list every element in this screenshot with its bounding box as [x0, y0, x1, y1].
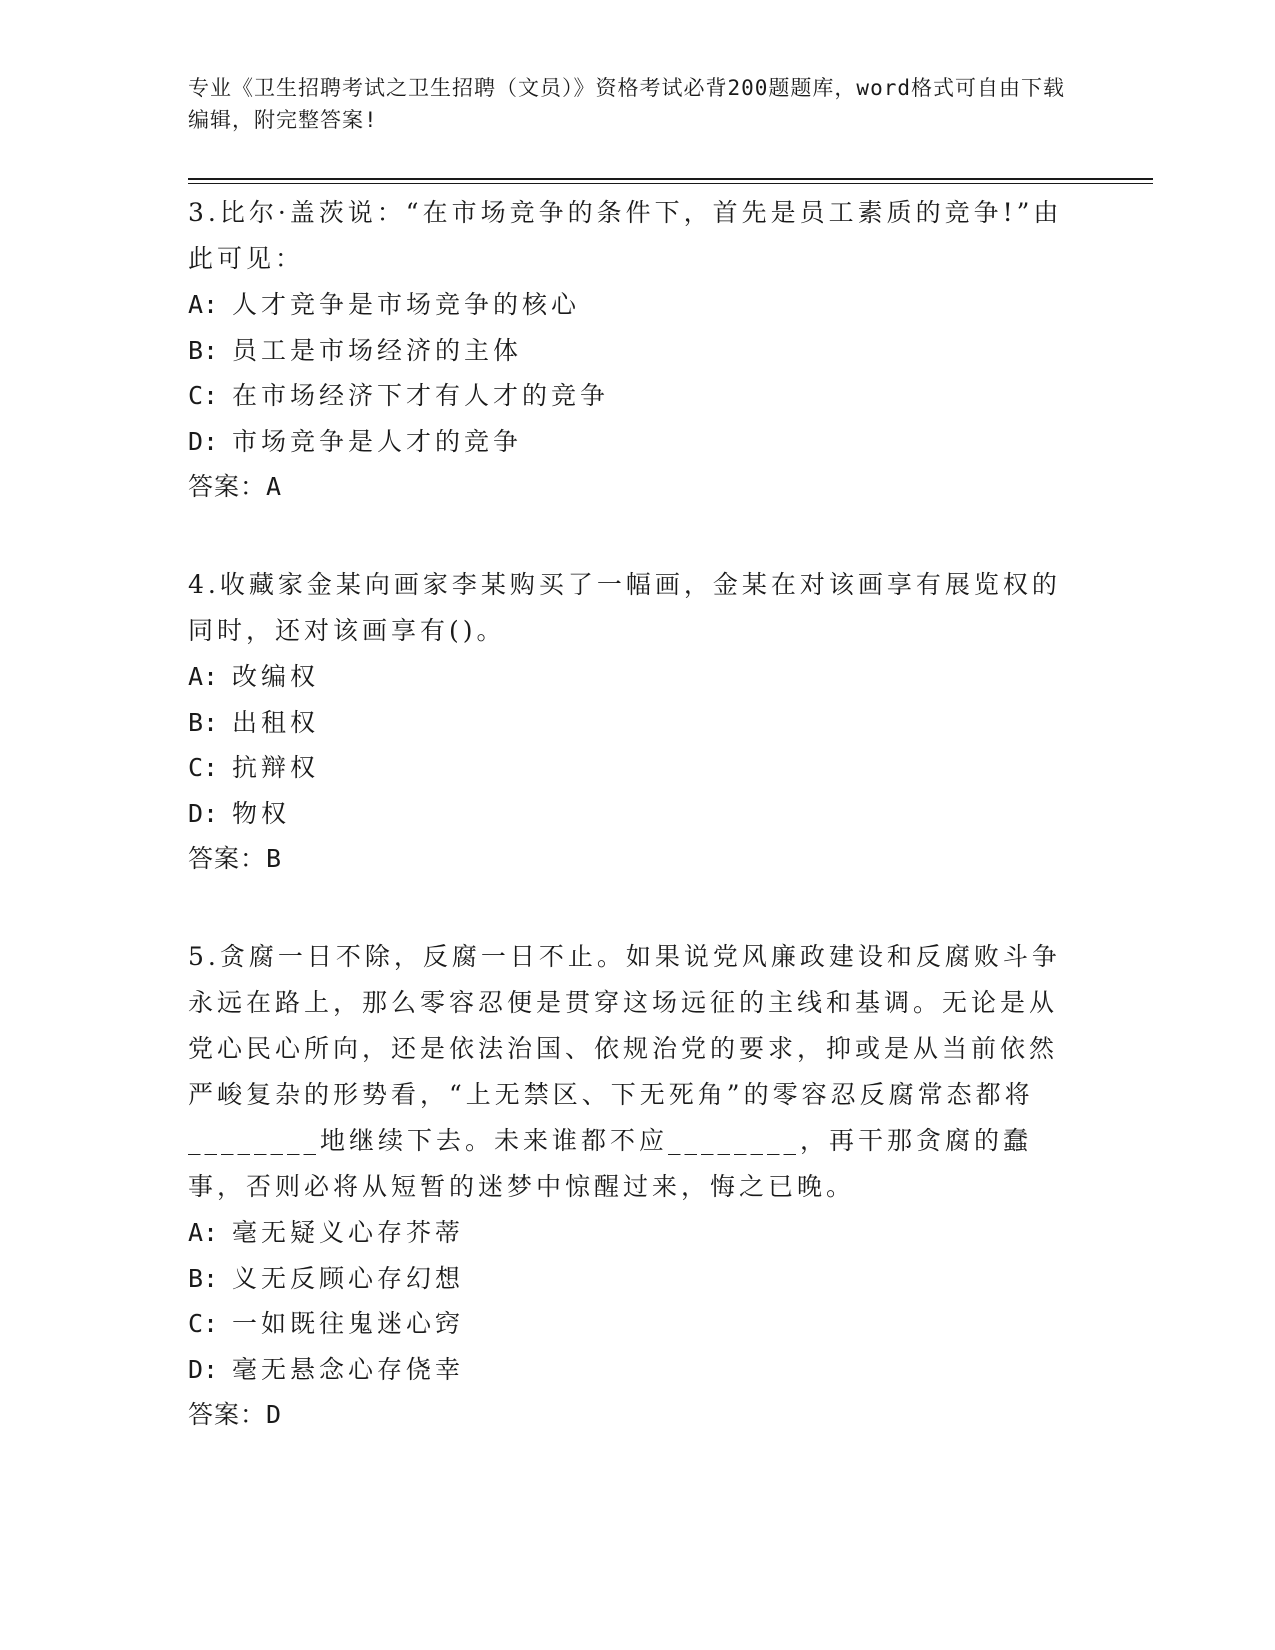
option-c [188, 373, 1068, 419]
option-d [188, 1347, 1068, 1393]
answer-label: 答案： [188, 472, 267, 501]
option-text: 物权 [232, 798, 291, 828]
option-key: A: [188, 662, 219, 691]
option-text: 人才竞争是市场竞争的核心 [232, 290, 581, 319]
option-text: 义无反顾心存幻想 [232, 1263, 465, 1293]
question-list [188, 190, 1068, 1490]
option-key: C: [188, 1309, 219, 1338]
option-text: 抗辩权 [232, 753, 320, 782]
option-text: 在市场经济下才有人才的竞争 [232, 381, 610, 410]
answer-label: 答案： [188, 1400, 267, 1429]
answer-line [188, 836, 1068, 882]
option-key: D: [188, 1354, 219, 1384]
option-text: 出租权 [232, 707, 320, 737]
question-stem: 3.比尔·盖茨说：“在市场竞争的条件下，首先是员工素质的竞争!”由此可见： [188, 198, 1063, 273]
question-4 [188, 562, 1068, 882]
answer-label: 答案： [188, 844, 267, 873]
option-key: C: [188, 381, 219, 410]
answer-value: B [266, 844, 283, 873]
question-stem: 5.贪腐一日不除，反腐一日不止。如果说党风廉政建设和反腐败斗争永远在路上，那么零容忍便是贯穿这场远征的主线和基调。无论是从党心民心所向，还是依法治国、依规治党的要求，抑或是从当前依然严峻复杂的形势看，“上无禁区、下无死角”的零容忍反腐常态都将________地继续下去。未来谁都不应________，再干那贪腐的蠢事，否则必将从短暂的迷梦中惊醒过来，悔之已晚。 [188, 942, 1061, 1201]
option-text: 一如既往鬼迷心窍 [232, 1309, 465, 1338]
document-header: 专业《卫生招聘考试之卫生招聘（文员）》资格考试必背200题题库，word格式可自由下载编辑，附完整答案! [188, 76, 1065, 132]
question-3 [188, 190, 1068, 510]
option-key: D: [188, 798, 219, 828]
option-text: 毫无悬念心存侥幸 [232, 1354, 465, 1384]
option-key: B: [188, 335, 219, 365]
option-c [188, 1301, 1068, 1347]
option-d [188, 791, 1068, 837]
option-text: 毫无疑义心存芥蒂 [232, 1218, 465, 1247]
option-d [188, 419, 1068, 465]
option-text: 员工是市场经济的主体 [232, 335, 523, 365]
question-5 [188, 934, 1068, 1438]
answer-value: A [266, 472, 283, 501]
question-stem: 4.收藏家金某向画家李某购买了一幅画，金某在对该画享有展览权的同时，还对该画享有()。 [188, 570, 1061, 645]
option-b [188, 1256, 1068, 1302]
option-key: C: [188, 753, 219, 782]
option-b [188, 700, 1068, 746]
option-b [188, 328, 1068, 374]
option-key: B: [188, 707, 219, 737]
option-key: A: [188, 1218, 219, 1247]
option-key: A: [188, 290, 219, 319]
option-key: D: [188, 426, 219, 456]
answer-line [188, 464, 1068, 510]
option-c [188, 745, 1068, 791]
header-divider-thick [188, 178, 1153, 180]
option-a [188, 282, 1068, 328]
answer-line [188, 1392, 1068, 1438]
option-text: 市场竞争是人才的竞争 [232, 426, 523, 456]
option-key: B: [188, 1263, 219, 1293]
option-a [188, 654, 1068, 700]
header-divider-thin [188, 183, 1153, 184]
option-text: 改编权 [232, 662, 320, 691]
answer-value: D [266, 1400, 283, 1429]
option-a [188, 1210, 1068, 1256]
